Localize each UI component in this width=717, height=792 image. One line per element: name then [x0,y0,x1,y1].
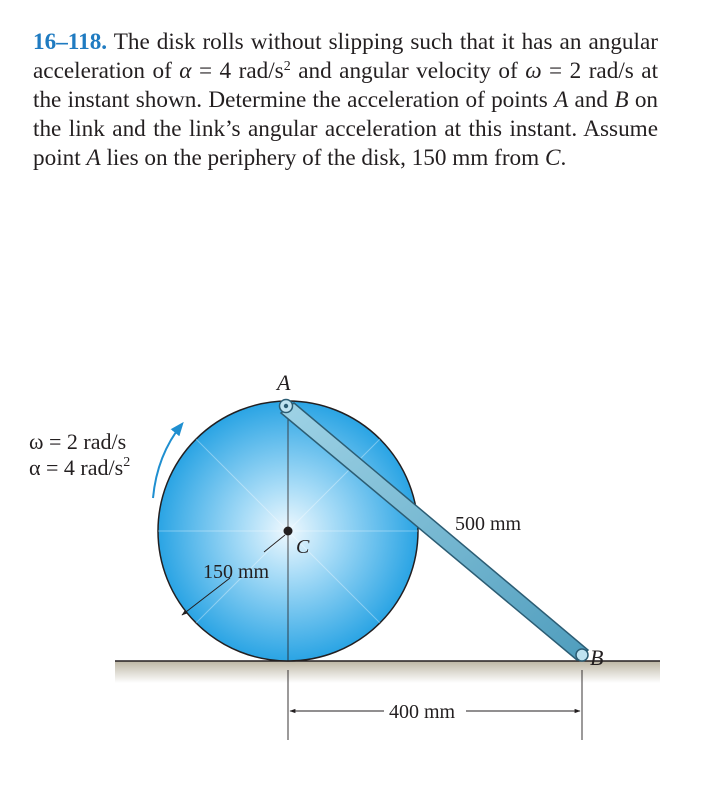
period: . [560,145,567,171]
omega-symbol: ω [525,58,542,84]
omega-value-text: = 2 rad/s at the instant shown. Determine the acceleration of points [33,58,659,113]
and-text: and [568,87,615,113]
point-a-ref-2: A [86,145,101,171]
problem-text-3: on the link and the link’s angular acceleration at this instant. Assume point [33,87,659,171]
alpha-value-text: = 4 rad/s [191,58,284,84]
center-point-c [284,527,293,536]
alpha-label-exp: 2 [123,455,131,470]
link-length-label: 500 mm [455,513,522,535]
point-a-ref: A [554,87,569,113]
alpha-label [29,455,130,480]
label-c: C [296,536,310,558]
omega-label: ω = 2 rad/s [29,429,127,454]
point-c-ref: C [545,145,561,171]
problem-text-2: and angular velocity of [290,58,526,84]
alpha-symbol: α [179,58,192,84]
problem-number: 16–118. [33,29,108,55]
point-b-ref: B [614,87,629,113]
ground-shading [115,661,660,683]
label-a: A [277,370,291,395]
radius-label: 150 mm [203,561,270,583]
label-b: B [590,645,604,670]
problem-text-4: lies on the periphery of the disk, 150 mm from [100,145,545,171]
problem-text-1: The disk rolls without slipping such that it has an angular acceleration of [33,29,658,84]
horizontal-dim-label: 400 mm [389,701,456,723]
pin-b [576,649,588,661]
disk [158,401,418,661]
alpha-label-main: α = 4 rad/s [29,455,124,480]
alpha-exponent: 2 [283,59,291,74]
